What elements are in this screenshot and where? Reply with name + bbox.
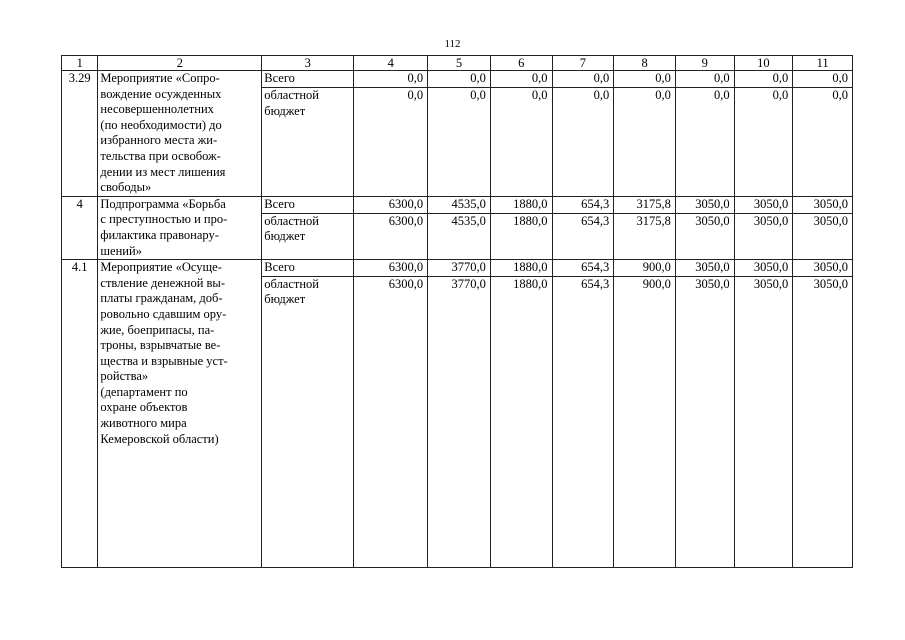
value-cell: 654,3 xyxy=(552,196,614,213)
table-row xyxy=(62,71,853,88)
name-line: троны, взрывчатые ве- xyxy=(100,338,221,353)
value-cell: 6300,0 xyxy=(354,213,428,259)
name-line: филактика правонару- xyxy=(100,227,219,242)
name-line: ствление денежной вы- xyxy=(100,275,225,290)
value-cell: 0,0 xyxy=(354,88,428,197)
name-line: тельства при освобож- xyxy=(100,148,221,163)
name-line: платы гражданам, доб- xyxy=(100,291,223,306)
value-cell: 1880,0 xyxy=(490,196,552,213)
value-cell: 0,0 xyxy=(428,88,491,197)
column-header: 5 xyxy=(428,56,491,71)
value-cell: 3050,0 xyxy=(793,260,853,277)
column-header: 10 xyxy=(734,56,793,71)
value-cell: 0,0 xyxy=(614,88,676,197)
value-cell: 0,0 xyxy=(734,88,793,197)
value-cell: 900,0 xyxy=(614,276,676,567)
value-cell: 6300,0 xyxy=(354,260,428,277)
value-cell: 3050,0 xyxy=(734,276,793,567)
source-cell: Всего xyxy=(262,260,354,277)
column-header: 3 xyxy=(262,56,354,71)
value-cell: 654,3 xyxy=(552,213,614,259)
value-cell: 0,0 xyxy=(552,88,614,197)
name-line: несовершеннолетних xyxy=(100,102,214,117)
column-header: 6 xyxy=(490,56,552,71)
value-cell: 0,0 xyxy=(614,71,676,88)
row-name xyxy=(98,260,262,568)
name-line: шений» xyxy=(100,243,142,258)
value-cell: 900,0 xyxy=(614,260,676,277)
name-line: Кемеровской области) xyxy=(100,431,219,446)
value-cell: 0,0 xyxy=(734,71,793,88)
value-cell: 3050,0 xyxy=(675,276,734,567)
value-cell: 3050,0 xyxy=(675,260,734,277)
row-number: 3.29 xyxy=(62,71,98,197)
value-cell: 0,0 xyxy=(793,88,853,197)
value-cell: 3050,0 xyxy=(793,196,853,213)
value-cell: 6300,0 xyxy=(354,196,428,213)
column-header: 4 xyxy=(354,56,428,71)
value-cell: 3050,0 xyxy=(734,260,793,277)
row-name xyxy=(98,71,262,197)
value-cell: 1880,0 xyxy=(490,213,552,259)
name-line: вождение осужденных xyxy=(100,86,222,101)
source-cell: Всего xyxy=(262,71,354,88)
source-cell xyxy=(262,88,354,197)
value-cell: 1880,0 xyxy=(490,260,552,277)
column-header: 9 xyxy=(675,56,734,71)
source-line: бюджет xyxy=(264,229,306,244)
source-cell xyxy=(262,276,354,567)
value-cell: 4535,0 xyxy=(428,196,491,213)
column-header: 11 xyxy=(793,56,853,71)
name-line: охране объектов xyxy=(100,400,188,415)
name-line: (по необходимости) до xyxy=(100,117,222,132)
value-cell: 6300,0 xyxy=(354,276,428,567)
value-cell: 3770,0 xyxy=(428,260,491,277)
name-line: Мероприятие «Осуще- xyxy=(100,260,222,275)
table-row xyxy=(62,260,853,277)
name-line: свободы» xyxy=(100,180,152,195)
value-cell: 654,3 xyxy=(552,276,614,567)
source-line: бюджет xyxy=(264,292,306,307)
value-cell: 3175,8 xyxy=(614,196,676,213)
value-cell: 1880,0 xyxy=(490,276,552,567)
source-line: областной xyxy=(264,276,319,291)
source-cell xyxy=(262,213,354,259)
value-cell: 3050,0 xyxy=(734,213,793,259)
value-cell: 0,0 xyxy=(675,88,734,197)
source-line: областной xyxy=(264,213,319,228)
name-line: щества и взрывные уст- xyxy=(100,353,228,368)
value-cell: 0,0 xyxy=(354,71,428,88)
name-line: ровольно сдавшим ору- xyxy=(100,306,227,321)
value-cell: 0,0 xyxy=(490,88,552,197)
value-cell: 3175,8 xyxy=(614,213,676,259)
value-cell: 3050,0 xyxy=(793,213,853,259)
name-line: избранного места жи- xyxy=(100,133,218,148)
source-cell: Всего xyxy=(262,196,354,213)
header-row xyxy=(62,56,853,71)
value-cell: 4535,0 xyxy=(428,213,491,259)
value-cell: 0,0 xyxy=(490,71,552,88)
table-row xyxy=(62,196,853,213)
name-line: ройства» xyxy=(100,369,149,384)
column-header: 1 xyxy=(62,56,98,71)
value-cell: 3050,0 xyxy=(734,196,793,213)
source-line: бюджет xyxy=(264,103,306,118)
value-cell: 3050,0 xyxy=(675,213,734,259)
value-cell: 0,0 xyxy=(428,71,491,88)
value-cell: 3050,0 xyxy=(793,276,853,567)
page-number: 112 xyxy=(444,38,461,50)
value-cell: 654,3 xyxy=(552,260,614,277)
value-cell: 0,0 xyxy=(675,71,734,88)
value-cell: 0,0 xyxy=(552,71,614,88)
column-header: 7 xyxy=(552,56,614,71)
row-number: 4.1 xyxy=(62,260,98,568)
name-line: животного мира xyxy=(100,416,187,431)
name-line: дении из мест лишения xyxy=(100,164,226,179)
name-line: жие, боеприпасы, па- xyxy=(100,322,215,337)
column-header: 8 xyxy=(614,56,676,71)
name-line: Подпрограмма «Борьба xyxy=(100,196,226,211)
row-number: 4 xyxy=(62,196,98,259)
source-line: областной xyxy=(264,88,319,103)
row-name xyxy=(98,196,262,259)
budget-table xyxy=(61,55,853,568)
column-header: 2 xyxy=(98,56,262,71)
name-line: (департамент по xyxy=(100,384,188,399)
name-line: с преступностью и про- xyxy=(100,212,228,227)
value-cell: 3050,0 xyxy=(675,196,734,213)
value-cell: 3770,0 xyxy=(428,276,491,567)
name-line: Мероприятие «Сопро- xyxy=(100,71,220,85)
value-cell: 0,0 xyxy=(793,71,853,88)
